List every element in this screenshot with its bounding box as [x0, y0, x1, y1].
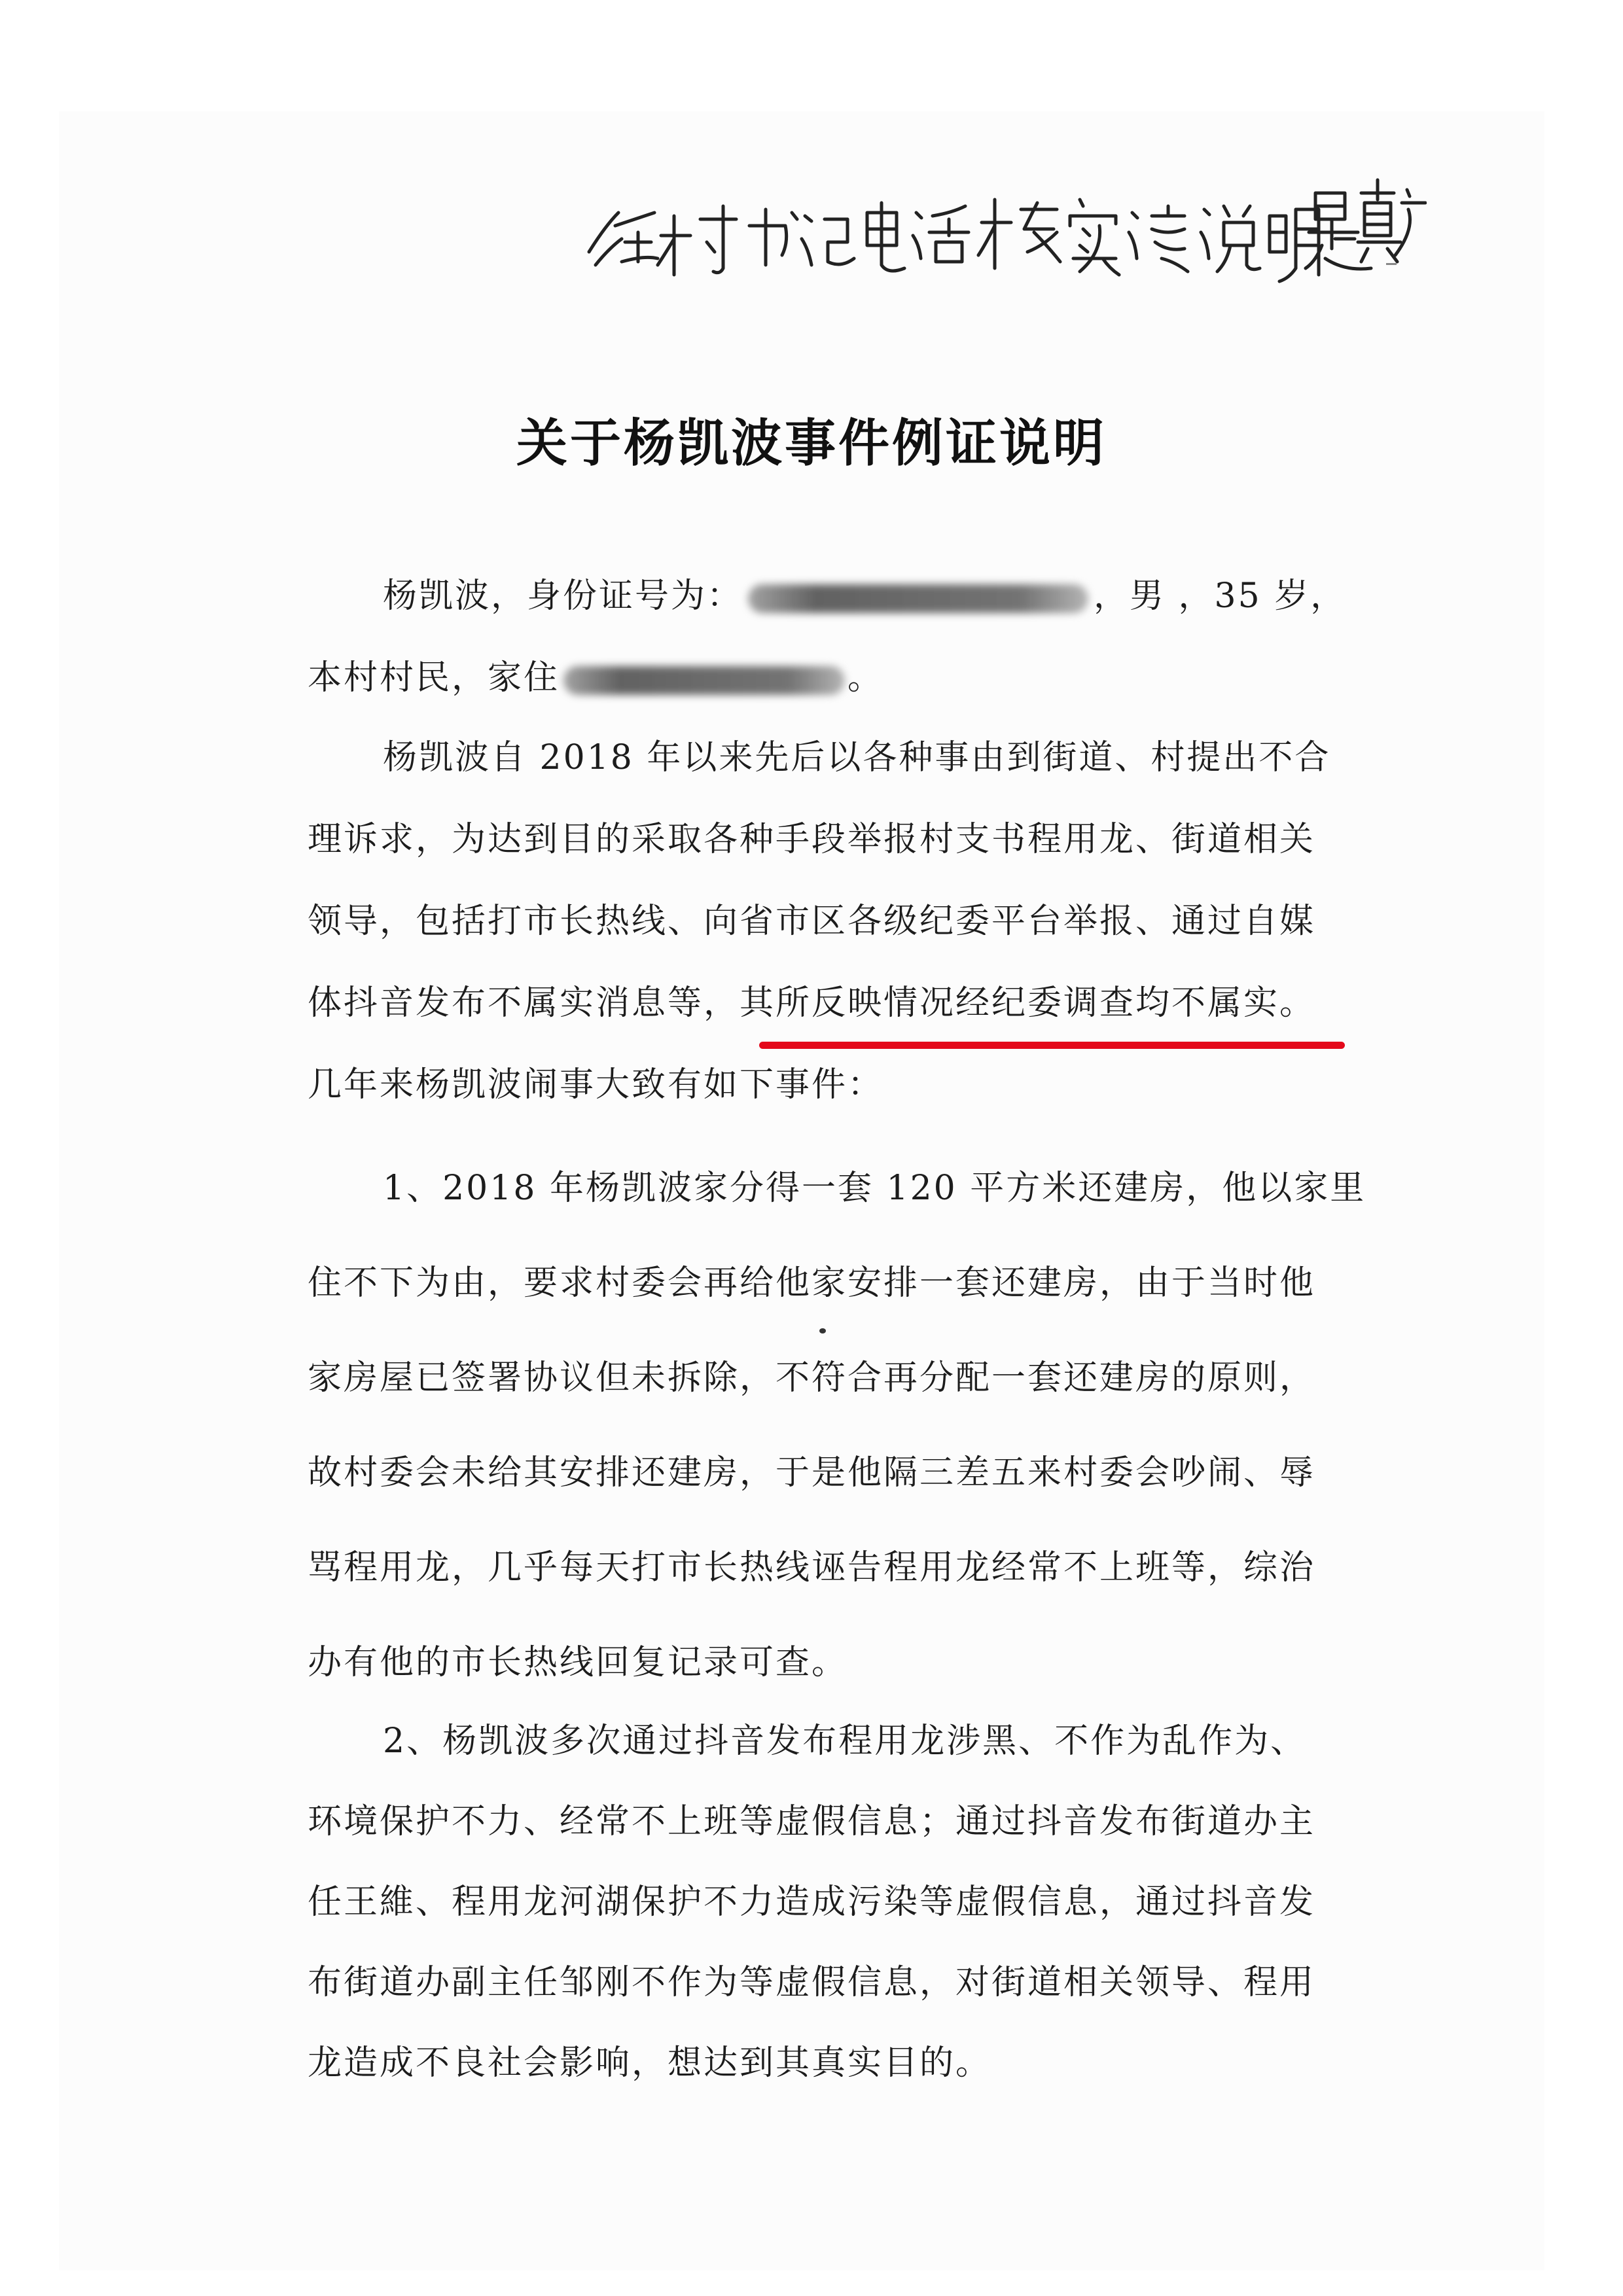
handwriting-strokes [576, 154, 1427, 298]
item2-line: 龙造成不良社会影响，想达到其真实目的。 [308, 2043, 992, 2083]
redacted-id-number [748, 584, 1088, 613]
item1-line: 办有他的市长热线回复记录可查。 [308, 1643, 848, 1682]
paragraph1-line2 [308, 658, 884, 698]
paragraph2-line4-text: 体抖音发布不属实消息等， [308, 983, 740, 1023]
paragraph2-line: 杨凯波自 2018 年以来先后以各种事由到街道、村提出不合 [383, 738, 1331, 777]
id-label: 杨凯波，身份证号为： [383, 576, 743, 616]
redacted-address [563, 666, 845, 695]
scan-mark [819, 1328, 826, 1333]
underlined-conclusion: 其所反映情况经纪委调查均不属实。 [740, 983, 1316, 1023]
paragraph1-line1 [383, 576, 1347, 616]
paragraph2-line: 领导，包括打市长热线、向省市区各级纪委平台举报、通过自媒 [308, 902, 1316, 941]
paragraph2-line5: 几年来杨凯波闹事大致有如下事件： [308, 1065, 884, 1104]
item2-line: 2、杨凯波多次通过抖音发布程用龙涉黑、不作为乱作为、 [383, 1722, 1307, 1761]
gender-age: ，男 ，35 岁， [1094, 576, 1347, 616]
item2-line: 环境保护不力、经常不上班等虚假信息；通过抖音发布街道办主 [308, 1802, 1316, 1841]
item1-line: 故村委会未给其安排还建房，于是他隔三差五来村委会吵闹、辱 [308, 1453, 1316, 1492]
item1-line: 1、2018 年杨凯波家分得一套 120 平方米还建房，他以家里 [383, 1169, 1366, 1208]
item1-line: 住不下为由，要求村委会再给他家安排一套还建房，由于当时他 [308, 1263, 1316, 1303]
item2-line: 任王維、程用龙河湖保护不力造成污染等虚假信息，通过抖音发 [308, 1882, 1316, 1922]
paragraph2-line4 [308, 983, 1316, 1023]
handwritten-note [576, 154, 1427, 298]
item1-line: 骂程用龙，几乎每天打市长热线诬告程用龙经常不上班等，综治 [308, 1548, 1316, 1587]
scan-mark [1386, 263, 1397, 265]
residence-end: 。 [847, 658, 884, 698]
residence-label: 本村村民，家住 [308, 658, 560, 698]
red-underline-mark [759, 1042, 1345, 1049]
paragraph2-line: 理诉求，为达到目的采取各种手段举报村支书程用龙、街道相关 [308, 820, 1316, 859]
item1-line: 家房屋已签署协议但未拆除，不符合再分配一套还建房的原则， [308, 1358, 1316, 1398]
document-title: 关于杨凯波事件例证说明 [516, 414, 1107, 473]
item2-line: 布街道办副主任邹刚不作为等虚假信息，对街道相关领导、程用 [308, 1963, 1316, 2002]
